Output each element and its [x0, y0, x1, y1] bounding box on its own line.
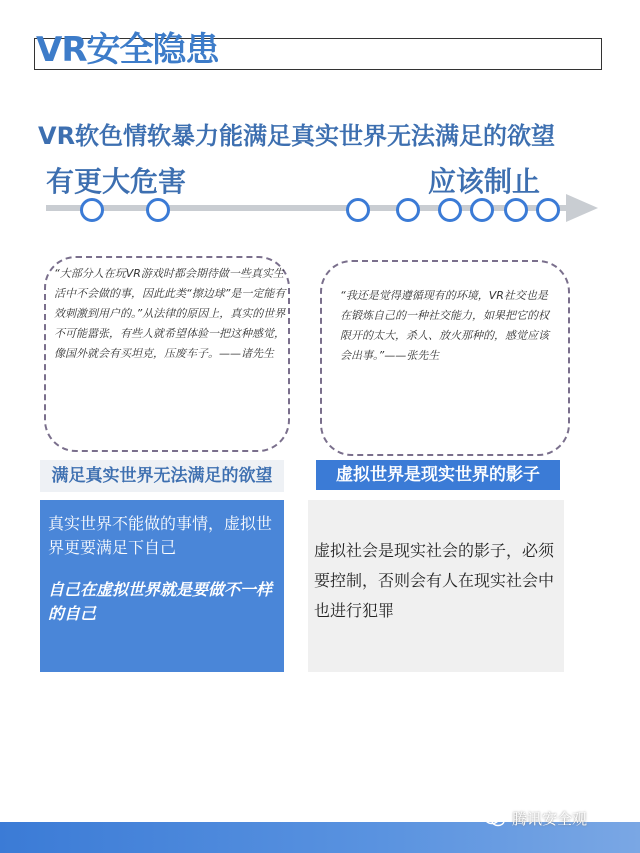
spectrum-dot: [346, 198, 370, 222]
spectrum-dot: [536, 198, 560, 222]
spectrum-dot: [504, 198, 528, 222]
spectrum-left-label: 有更大危害: [46, 165, 187, 198]
panel-right-text: 虚拟社会是现实社会的影子，必须要控制，否则会有人在现实社会中也进行犯罪: [314, 541, 555, 620]
panel-left-text-1: 真实世界不能做的事情，虚拟世界更要满足下自己: [48, 514, 273, 557]
quote-right-text: “我还是觉得遵循现有的环境，VR社交也是在锻炼自己的一种社交能力，如果把它的权限开的太大，杀人、放火那种的，感觉应该会出事。”——张先生: [340, 289, 549, 362]
label-right: 虚拟世界是现实世界的影子: [316, 460, 560, 490]
spectrum-right-label: 应该制止: [428, 165, 541, 198]
spectrum-dot: [470, 198, 494, 222]
spectrum-dot: [396, 198, 420, 222]
spectrum-dot: [80, 198, 104, 222]
page-title: VR安全隐患: [36, 30, 219, 70]
subtitle: VR软色情软暴力能满足真实世界无法满足的欲望: [38, 122, 556, 150]
panel-left-text-2: 自己在虚拟世界就是要做不一样的自己: [48, 580, 273, 623]
quote-left-text: “大部分人在玩VR游戏时都会期待做一些真实生活中不会做的事，因此此类“擦边球”是一定能有效刺激到用户的。”从法律的原因上，真实的世界不可能嚣张，有些人就希望体验一把这种感觉，像国外就会有买坦克，压废车子。——诸先生: [54, 267, 286, 360]
wechat-icon: [484, 811, 506, 827]
spectrum-dot: [438, 198, 462, 222]
spectrum-dot: [146, 198, 170, 222]
spectrum-arrow-head: [566, 194, 598, 222]
label-left: 满足真实世界无法满足的欲望: [40, 460, 284, 492]
watermark-text: 腾讯安全观: [512, 810, 588, 828]
